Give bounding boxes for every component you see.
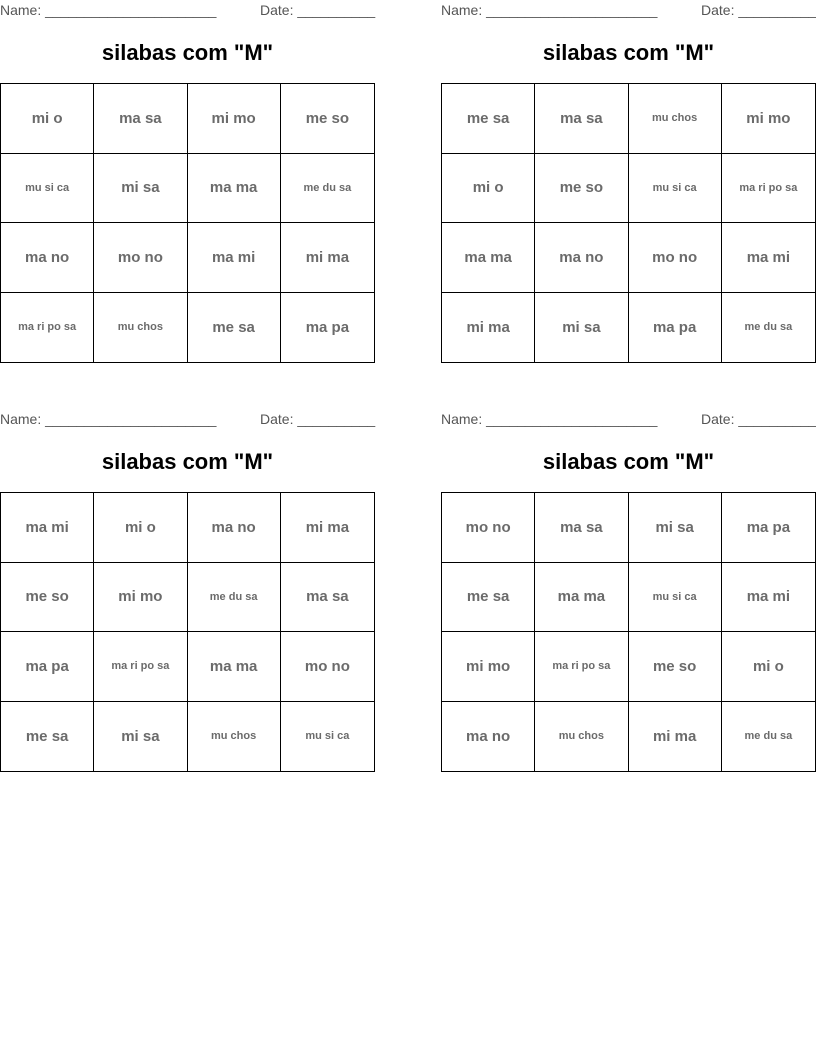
grid-cell: me du sa [188, 563, 281, 633]
bingo-card-1 [0, 0, 376, 336]
grid-cell: me du sa [744, 730, 793, 743]
name-field: Name: ______________________ [0, 2, 217, 18]
date-field: Date: __________ [701, 411, 816, 427]
grid-cell: mi sa [94, 702, 187, 772]
grid-cell: ma ma [535, 563, 628, 633]
grid-cell: mu si ca [629, 154, 722, 224]
grid-cell: ma ri po sa [94, 632, 187, 702]
grid-cell: mi o [722, 632, 815, 702]
card-header [441, 409, 816, 429]
syllable-grid [441, 492, 816, 772]
syllable-grid [0, 83, 375, 363]
grid-cell: mi ma [629, 702, 722, 772]
grid-cell: ma sa [535, 493, 628, 563]
grid-cell: ma mi [1, 493, 94, 563]
grid-cell: mi o [442, 154, 535, 224]
grid-cell: ma pa [305, 318, 350, 336]
grid-cell: me so [1, 563, 94, 633]
grid-cell: ma mi [188, 223, 281, 293]
grid-cell: mo no [94, 223, 187, 293]
grid-cell: me du sa [744, 321, 793, 334]
date-field: Date: __________ [260, 411, 376, 427]
grid-cell: mi ma [281, 223, 374, 293]
card-header [441, 0, 816, 20]
grid-cell: me so [629, 632, 722, 702]
grid-cell: mu si ca [1, 154, 94, 224]
grid-cell: ma no [535, 223, 628, 293]
grid-cell: ma ma [442, 223, 535, 293]
grid-cell: mu si ca [305, 730, 350, 743]
grid-cell: mi sa [94, 154, 187, 224]
card-title: silabas com "M" [542, 40, 715, 65]
grid-cell: mi mo [442, 632, 535, 702]
bingo-card-2 [441, 0, 816, 336]
grid-cell: ma ma [188, 154, 281, 224]
grid-cell: mi o [94, 493, 187, 563]
grid-cell: me so [281, 84, 374, 154]
grid-cell: mi mo [188, 84, 281, 154]
grid-cell: ma mi [722, 223, 815, 293]
grid-cell: mo no [281, 632, 374, 702]
card-header [0, 409, 375, 429]
grid-cell: mo no [442, 493, 535, 563]
grid-cell: ma ri po sa [535, 632, 628, 702]
syllable-grid [0, 492, 375, 772]
syllable-grid [441, 83, 816, 363]
name-field: Name: ______________________ [0, 411, 217, 427]
grid-cell: mi ma [442, 293, 535, 363]
grid-cell: mi sa [629, 493, 722, 563]
grid-cell: mo no [629, 223, 722, 293]
grid-cell: mi ma [281, 493, 374, 563]
grid-cell: ma ri po sa [722, 154, 815, 224]
grid-cell: mu chos [535, 702, 628, 772]
grid-cell: mi o [1, 84, 94, 154]
grid-cell: ma pa [629, 293, 722, 363]
date-field: Date: __________ [701, 2, 816, 18]
grid-cell: me sa [442, 563, 535, 633]
grid-cell: ma no [442, 702, 535, 772]
name-field: Name: ______________________ [441, 2, 658, 18]
grid-cell: mu chos [188, 702, 281, 772]
grid-cell: ma sa [94, 84, 187, 154]
card-header [0, 0, 375, 20]
grid-cell: me sa [1, 702, 94, 772]
bingo-card-4 [441, 409, 816, 745]
grid-cell: ma ma [188, 632, 281, 702]
grid-cell: me sa [442, 84, 535, 154]
grid-cell: mu chos [94, 293, 187, 363]
grid-cell: ma pa [1, 632, 94, 702]
grid-cell: ma no [1, 223, 94, 293]
card-title: silabas com "M" [101, 40, 274, 65]
grid-cell: me so [535, 154, 628, 224]
grid-cell: mu si ca [629, 563, 722, 633]
grid-cell: me sa [188, 293, 281, 363]
grid-cell: mi sa [535, 293, 628, 363]
grid-cell: ma pa [722, 493, 815, 563]
grid-cell: me du sa [281, 154, 374, 224]
grid-cell: mu chos [629, 84, 722, 154]
card-title: silabas com "M" [101, 449, 274, 474]
name-field: Name: ______________________ [441, 411, 658, 427]
bingo-card-3 [0, 409, 376, 745]
grid-cell: ma sa [281, 563, 374, 633]
grid-cell: ma sa [535, 84, 628, 154]
grid-cell: mi mo [722, 84, 815, 154]
date-field: Date: __________ [260, 2, 376, 18]
grid-cell: mi mo [94, 563, 187, 633]
grid-cell: ma no [188, 493, 281, 563]
card-title: silabas com "M" [542, 449, 715, 474]
grid-cell: ma ri po sa [1, 293, 94, 363]
grid-cell: ma mi [722, 563, 815, 633]
